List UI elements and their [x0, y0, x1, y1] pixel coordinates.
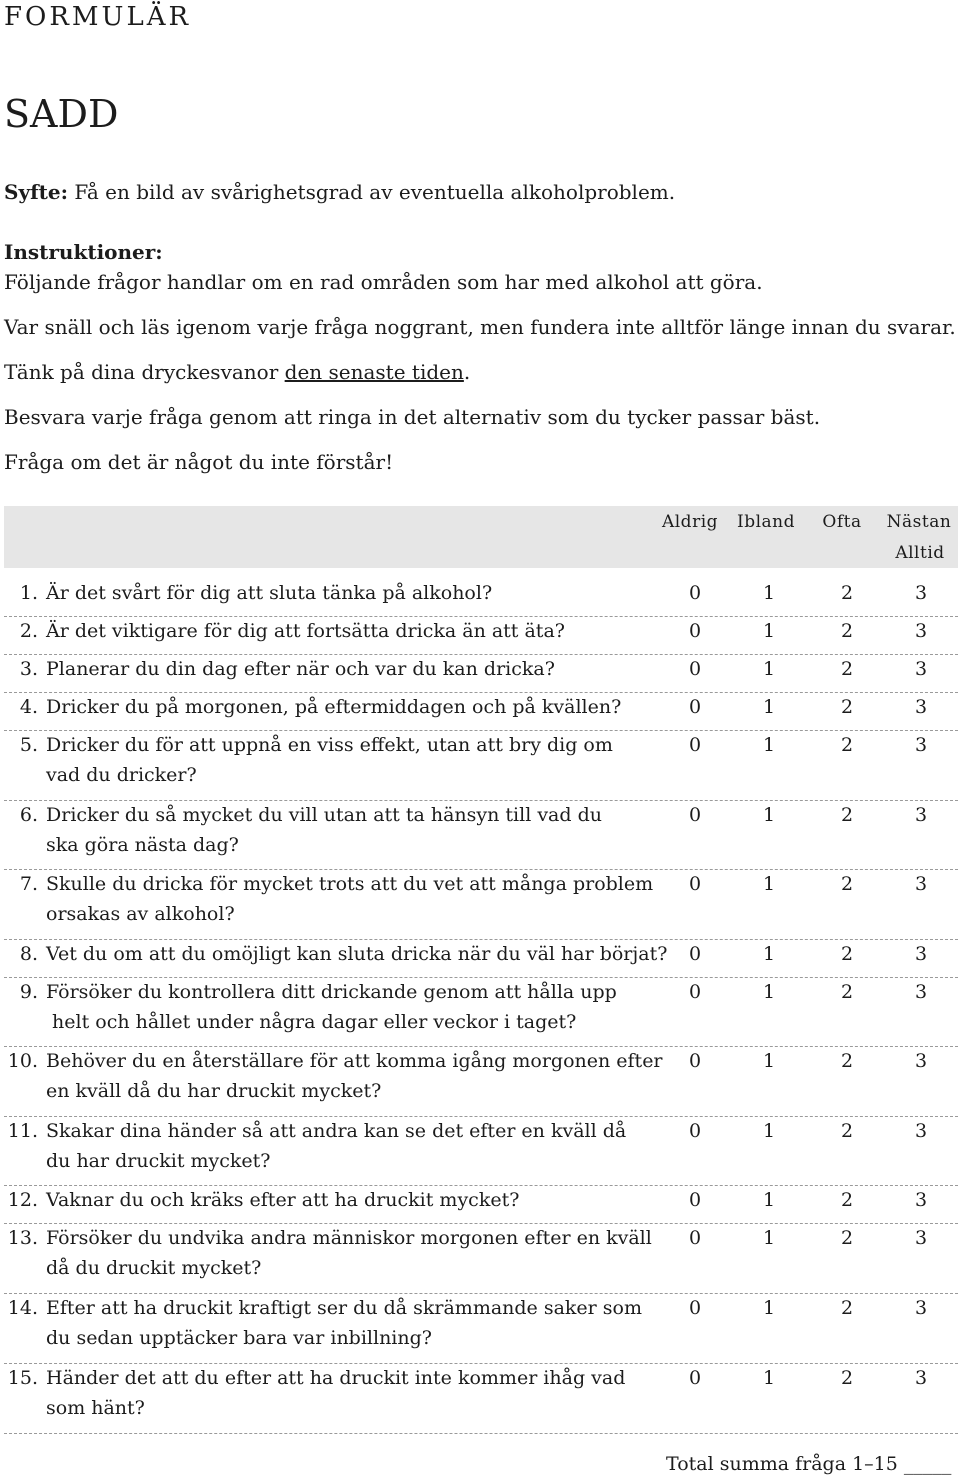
answer-option[interactable]: 1 [762, 1297, 776, 1319]
question-text [46, 692, 646, 722]
answer-option[interactable]: 0 [688, 804, 702, 826]
total-sum-label: Total summa fråga 1–15 [666, 1453, 898, 1475]
question-text-line: du sedan upptäcker bara var inbillning? [46, 1327, 432, 1349]
answer-option[interactable]: 0 [688, 734, 702, 756]
answer-option[interactable]: 0 [688, 582, 702, 604]
question-text-line: Skulle du dricka för mycket trots att du vet att många problem [46, 873, 654, 895]
instruction-line-4: Besvara varje fråga genom att ringa in det alternativ som du tycker passar bäst. [4, 405, 821, 429]
answer-option[interactable]: 3 [914, 620, 928, 642]
question-text-line: Vet du om att du omöjligt kan sluta dricka när du väl har börjat? [46, 943, 668, 965]
answer-option[interactable]: 2 [840, 1367, 854, 1389]
question-row [4, 869, 958, 940]
answer-option[interactable]: 2 [840, 1189, 854, 1211]
question-number: 3. [19, 658, 38, 680]
answer-option[interactable]: 0 [688, 981, 702, 1003]
answer-option[interactable]: 2 [840, 658, 854, 680]
instructions-heading: Instruktioner: [4, 240, 163, 264]
instruction-line-3 [4, 360, 470, 384]
question-text [46, 977, 646, 1037]
question-text-line: Är det svårt för dig att sluta tänka på alkohol? [46, 582, 493, 604]
question-text-line: Vaknar du och kräks efter att ha druckit mycket? [46, 1189, 520, 1211]
answer-option[interactable]: 2 [840, 943, 854, 965]
answer-option[interactable]: 3 [914, 1367, 928, 1389]
question-text [46, 730, 646, 790]
answer-option[interactable]: 3 [914, 582, 928, 604]
question-text [46, 939, 668, 969]
question-row [4, 939, 958, 978]
question-text [46, 1293, 646, 1353]
answer-option[interactable]: 3 [914, 734, 928, 756]
answer-option[interactable]: 1 [762, 873, 776, 895]
instruction-emphasis: den senaste tiden [284, 360, 464, 384]
answer-option[interactable]: 2 [840, 1120, 854, 1142]
answer-option[interactable]: 3 [914, 873, 928, 895]
answer-option[interactable]: 3 [914, 1189, 928, 1211]
question-row [4, 1223, 958, 1294]
question-text [46, 616, 646, 646]
question-number: 9. [19, 981, 38, 1003]
question-row [4, 1046, 958, 1117]
question-text-line: vad du dricker? [46, 764, 197, 786]
question-row [4, 654, 958, 693]
question-text [46, 1185, 646, 1215]
question-number: 4. [19, 696, 38, 718]
question-text-line: ska göra nästa dag? [46, 834, 239, 856]
answer-option[interactable]: 0 [688, 1297, 702, 1319]
question-row [4, 1293, 958, 1364]
answer-option[interactable]: 3 [914, 1120, 928, 1142]
answer-option[interactable]: 0 [688, 943, 702, 965]
answer-option[interactable]: 1 [762, 582, 776, 604]
question-row [4, 1116, 958, 1186]
answer-option[interactable]: 0 [688, 620, 702, 642]
answer-option[interactable]: 0 [688, 873, 702, 895]
total-sum [666, 1453, 951, 1475]
answer-option[interactable]: 3 [914, 696, 928, 718]
question-text [46, 1223, 652, 1283]
question-number: 8. [19, 943, 38, 965]
answer-option[interactable]: 2 [840, 1297, 854, 1319]
question-number: 1. [19, 582, 38, 604]
answer-option[interactable]: 0 [688, 658, 702, 680]
column-ibland: Ibland [736, 512, 795, 532]
answer-option[interactable]: 0 [688, 696, 702, 718]
question-number: 2. [19, 620, 38, 642]
question-text-line: du har druckit mycket? [46, 1150, 271, 1172]
column-ofta: Ofta [822, 512, 862, 532]
answer-option[interactable]: 3 [914, 981, 928, 1003]
question-text-line: Behöver du en återställare för att komma igång morgonen efter [46, 1050, 663, 1072]
instruction-line-3-start: Tänk på dina dryckesvanor [4, 360, 285, 384]
instruction-line-5: Fråga om det är något du inte förstår! [4, 450, 394, 474]
answer-option[interactable]: 0 [688, 1120, 702, 1142]
question-number: 7. [19, 873, 38, 895]
question-text [46, 800, 646, 860]
column-alltid: Alltid [895, 543, 945, 563]
answer-option[interactable]: 1 [762, 1189, 776, 1211]
question-text-line: Försöker du kontrollera ditt drickande genom att hålla upp [46, 981, 617, 1003]
question-text-line: Dricker du så mycket du vill utan att ta hänsyn till vad du [46, 804, 602, 826]
question-text-line: Dricker du på morgonen, på eftermiddagen och på kvällen? [46, 696, 622, 718]
answer-option[interactable]: 3 [914, 1227, 928, 1249]
question-text [46, 578, 646, 608]
question-row [4, 800, 958, 870]
answer-option[interactable]: 1 [762, 1227, 776, 1249]
answer-option[interactable]: 1 [762, 1050, 776, 1072]
answer-option[interactable]: 1 [762, 620, 776, 642]
question-text-line: helt och hållet under några dagar eller veckor i taget? [46, 1011, 577, 1033]
answer-option[interactable]: 0 [688, 1050, 702, 1072]
question-text-line: Planerar du din dag efter när och var du kan dricka? [46, 658, 555, 680]
question-number: 14. [7, 1297, 38, 1319]
question-row [4, 730, 958, 801]
answer-option[interactable]: 3 [914, 658, 928, 680]
answer-option[interactable]: 2 [840, 873, 854, 895]
answer-option[interactable]: 2 [840, 804, 854, 826]
answer-option[interactable]: 2 [840, 1227, 854, 1249]
purpose-text: Få en bild av svårighetsgrad av eventuella alkoholproblem. [68, 180, 676, 204]
question-number: 6. [19, 804, 38, 826]
instruction-line-3-end: . [463, 360, 471, 384]
question-number: 5. [19, 734, 38, 756]
question-text-line: som hänt? [46, 1397, 145, 1419]
answer-option[interactable]: 2 [840, 981, 854, 1003]
form-category-label: FORMULÄR [4, 2, 192, 32]
column-nastan: Nästan [886, 512, 952, 532]
question-text-line: Dricker du för att uppnå en viss effekt, utan att bry dig om [46, 734, 613, 756]
answer-option[interactable]: 1 [762, 804, 776, 826]
question-text-line: en kväll då du har druckit mycket? [46, 1080, 382, 1102]
purpose-label: Syfte: [4, 180, 69, 204]
question-text-line: då du druckit mycket? [46, 1257, 262, 1279]
answer-option[interactable]: 0 [688, 1367, 702, 1389]
question-text [46, 1363, 646, 1423]
question-text [46, 1046, 663, 1106]
answer-option[interactable]: 1 [762, 734, 776, 756]
question-row [4, 1363, 958, 1434]
form-title: SADD [4, 92, 119, 136]
question-number: 13. [7, 1227, 38, 1249]
answer-option[interactable]: 1 [762, 696, 776, 718]
question-text [46, 654, 646, 684]
answer-option[interactable]: 1 [762, 1367, 776, 1389]
question-text-line: Är det viktigare för dig att fortsätta dricka än att äta? [46, 620, 565, 642]
question-text-line: Händer det att du efter att ha druckit inte kommer ihåg vad [46, 1367, 626, 1389]
instruction-line-1: Följande frågor handlar om en rad områden som har med alkohol att göra. [4, 270, 763, 294]
question-number: 11. [7, 1120, 38, 1142]
answer-option[interactable]: 3 [914, 943, 928, 965]
question-number: 15. [7, 1367, 38, 1389]
question-number: 10. [7, 1050, 38, 1072]
question-text-line: orsakas av alkohol? [46, 903, 235, 925]
purpose-paragraph [4, 180, 675, 204]
question-number: 12. [7, 1189, 38, 1211]
instruction-line-2: Var snäll och läs igenom varje fråga noggrant, men fundera inte alltför länge innan du svarar. [4, 315, 956, 339]
answer-option[interactable]: 1 [762, 981, 776, 1003]
total-sum-blank[interactable]: _____ [903, 1453, 952, 1475]
answer-option[interactable]: 3 [914, 1297, 928, 1319]
column-aldrig: Aldrig [661, 512, 719, 532]
question-text-line: Försöker du undvika andra människor morgonen efter en kväll [46, 1227, 652, 1249]
answer-option[interactable]: 2 [840, 696, 854, 718]
answer-option[interactable]: 1 [762, 1120, 776, 1142]
question-text [46, 1116, 646, 1176]
answer-option[interactable]: 2 [840, 582, 854, 604]
answer-option[interactable]: 2 [840, 620, 854, 642]
question-text-line: Skakar dina händer så att andra kan se det efter en kväll då [46, 1120, 627, 1142]
question-row [4, 616, 958, 655]
question-text [46, 869, 654, 929]
question-row [4, 1185, 958, 1224]
answer-option[interactable]: 0 [688, 1227, 702, 1249]
question-row [4, 977, 958, 1047]
answer-option[interactable]: 0 [688, 1189, 702, 1211]
question-text-line: Efter att ha druckit kraftigt ser du då skrämmande saker som [46, 1297, 643, 1319]
question-row [4, 692, 958, 731]
answer-option[interactable]: 2 [840, 1050, 854, 1072]
question-row [4, 578, 958, 617]
answer-option[interactable]: 2 [840, 734, 854, 756]
answer-option[interactable]: 1 [762, 658, 776, 680]
answer-option[interactable]: 3 [914, 804, 928, 826]
answer-option[interactable]: 3 [914, 1050, 928, 1072]
answer-option[interactable]: 1 [762, 943, 776, 965]
